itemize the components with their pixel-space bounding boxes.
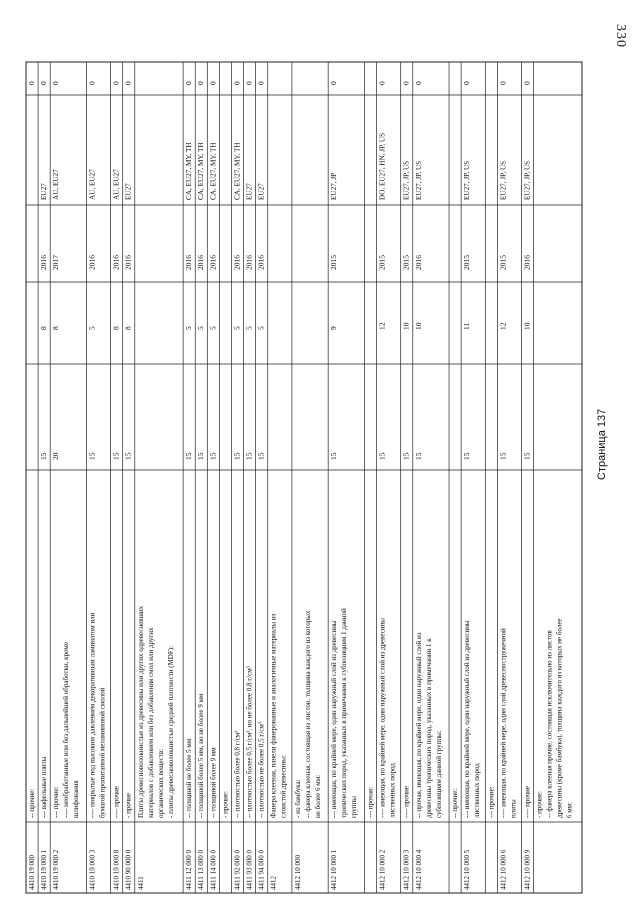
cell-note: 0 (329, 81, 339, 85)
table-row (38, 62, 48, 893)
cell-countries: EU27 (124, 183, 133, 200)
cell-countries: CA, EU27, MY, TH (209, 142, 218, 200)
cell-note: 0 (413, 81, 423, 85)
cell-note: 0 (377, 81, 387, 85)
cell-description: субпозициям данной группы: (434, 730, 443, 818)
cell-description: ---- прочие (523, 785, 532, 818)
cell-note: 0 (27, 81, 36, 85)
cell-description: --- вафельные плиты (40, 756, 49, 818)
cell-final-rate: 5 (232, 326, 242, 330)
cell-description: --- имеющая, по крайней мере, один наружный слой из древесины (330, 620, 339, 818)
cell-base-rate: 15 (196, 452, 206, 460)
cell-countries: EU27, JP, US (402, 160, 411, 200)
table-row (401, 62, 411, 893)
cell-countries: EU27 (245, 183, 254, 200)
table-row (219, 62, 229, 893)
cell-countries: EU27, JP, US (414, 160, 423, 200)
cell-note: 0 (51, 81, 61, 85)
cell-base-rate: 15 (329, 452, 339, 460)
cell-final-rate: 5 (256, 326, 266, 330)
cell-base-rate: 20 (51, 452, 61, 460)
table-row (183, 62, 193, 893)
cell-description: Плиты древесноволокнистые из древесины или других одревесневших (136, 605, 145, 818)
cell-final-rate: 12 (498, 322, 508, 330)
cell-note: 0 (522, 81, 532, 85)
table-row (328, 62, 358, 893)
cell-final-rate: 5 (184, 326, 194, 330)
cell-description: ---- покрытые под высоким давлением декоративным ламинатом или (88, 612, 97, 818)
table-row (135, 62, 175, 893)
cell-note: 0 (232, 81, 242, 85)
cell-description: -- фанера клееная, состоящая из листов, толщина каждого из которых (303, 610, 312, 818)
cell-description: лиственных пород (388, 763, 397, 818)
cell-description: -- фанера клееная прочие, состоящая исключительно из листов (545, 630, 554, 818)
cell-description: материалов с добавлением или без добавления смол или других (146, 627, 155, 818)
table-row (111, 62, 121, 893)
cell-code: 4411 92 000 0 (233, 850, 242, 890)
cell-base-rate: 15 (522, 452, 532, 460)
cell-note: 0 (184, 81, 194, 85)
cell-description: - прочие: (535, 791, 544, 818)
cell-year: 2017 (51, 255, 61, 270)
cell-description: -- плотностью более 0,5 г/см³, но не более 0,8 г/см³ (245, 666, 254, 818)
cell-code: 4411 12 000 0 (185, 850, 194, 890)
cell-description: бумагой пропитанной меламиновой смолой (98, 687, 107, 818)
cell-description: плиты (509, 799, 518, 818)
cell-final-rate: 5 (196, 326, 206, 330)
cell-description: ---- прочие (112, 785, 121, 818)
cell-base-rate: 15 (232, 452, 242, 460)
cell-year: 2016 (232, 255, 242, 270)
cell-code: 4410 19 000 1 (40, 849, 49, 890)
cell-year: 2016 (413, 255, 423, 270)
cell-final-rate: 9 (329, 326, 339, 330)
cell-code: 4412 10 000 5 (463, 849, 472, 890)
cell-description: слоистой древесины: (279, 755, 288, 818)
cell-year: 2015 (401, 255, 411, 270)
cell-description: -- плотностью не более 0,5 г/см³ (257, 722, 266, 818)
cell-countries: EU27, JP, US (463, 160, 472, 200)
cell-description: ---- необработанные или без дальнейшей обработки, кроме (62, 642, 71, 818)
cell-year: 2015 (377, 255, 387, 270)
cell-description: -- плотностью более 0,8 г/см³ (233, 730, 242, 818)
cell-note: 0 (39, 81, 49, 85)
page-stamp: 330 (613, 24, 628, 48)
cell-note: 0 (208, 81, 218, 85)
cell-final-rate: 10 (522, 322, 532, 330)
cell-description: древесины (кроме бамбука), толщина каждого из которых не более (555, 618, 564, 818)
cell-base-rate: 15 (39, 452, 49, 460)
cell-year: 2016 (39, 255, 49, 270)
cell-base-rate: 15 (462, 452, 472, 460)
cell-year: 2016 (256, 255, 266, 270)
cell-description: не более 6 мм: (313, 774, 322, 818)
cell-year: 2016 (123, 255, 133, 270)
cell-year: 2015 (462, 255, 472, 270)
table-row (244, 62, 254, 893)
cell-code: 4411 13 000 0 (197, 850, 206, 890)
cell-code: 4412 (269, 876, 278, 890)
cell-final-rate: 10 (413, 322, 423, 330)
cell-year: 2015 (498, 255, 508, 270)
table-row (364, 62, 374, 893)
cell-countries: EU27 (257, 183, 266, 200)
cell-description: Фанера клееная, панели фанерованные и аналогичные материалы из (269, 613, 278, 818)
cell-description: лиственных пород (473, 763, 482, 818)
cell-description: -- толщиной не более 5 мм (185, 738, 194, 818)
cell-description: --- прочие: (52, 786, 61, 818)
table-row (27, 81, 36, 890)
cell-description: ---- имеющая, по крайней мере, один наружный слой из древесины (378, 618, 387, 818)
cell-countries: CA, EU27, MY, TH (185, 142, 194, 200)
cell-note: 0 (498, 81, 508, 85)
cell-description: --- прочая: (366, 786, 375, 818)
table-row (207, 62, 217, 893)
table-row (485, 62, 495, 893)
cell-final-rate: 5 (87, 326, 97, 330)
cell-description: -- прочие: (28, 788, 36, 818)
cell-base-rate: 15 (184, 452, 194, 460)
cell-final-rate: 8 (123, 326, 133, 330)
cell-year: 2015 (329, 255, 339, 270)
cell-final-rate: 8 (51, 326, 61, 330)
cell-description: - из бамбука: (293, 779, 302, 818)
cell-countries: AU, EU27 (52, 169, 61, 200)
cell-code: 4412 10 000 2 (378, 849, 387, 890)
cell-countries: CA, EU27, MY, TH (233, 142, 242, 200)
cell-year: 2016 (184, 255, 194, 270)
cell-description: шлифования (72, 780, 81, 818)
cell-code: 4411 94 000 0 (257, 850, 266, 890)
cell-description: древесины тропических пород, указанных в примечании 1 к (424, 638, 433, 818)
table-row (497, 62, 517, 893)
table-row (86, 62, 106, 893)
cell-description: -- прочие: (451, 788, 460, 818)
cell-year: 2016 (244, 255, 254, 270)
cell-description: группы (350, 796, 359, 818)
cell-final-rate: 8 (111, 326, 121, 330)
cell-code: 4412 10 000 3 (402, 849, 411, 890)
table-row (449, 62, 459, 893)
cell-final-rate: 8 (39, 326, 49, 330)
cell-final-rate: 11 (462, 322, 472, 330)
table-row (461, 62, 481, 893)
cell-countries: EU27, JP, US (523, 160, 532, 200)
cell-note: 0 (401, 81, 411, 85)
cell-countries: EU27, JP, US (499, 160, 508, 200)
cell-base-rate: 15 (256, 452, 266, 460)
cell-countries: CA, EU27, MY, TH (197, 142, 206, 200)
cell-code: 4411 (136, 876, 145, 890)
cell-description: -- прочая, имеющая, по крайней мере, один наружный слой из (414, 632, 423, 818)
cell-code: 4410 19 000 (28, 855, 36, 890)
cell-countries: DO, EU27, HN, JP, US (378, 132, 387, 200)
table-row (50, 62, 80, 893)
cell-year: 2016 (522, 255, 532, 270)
cell-code: 4412 10 000 4 (414, 849, 423, 890)
cell-description: - прочие: (221, 791, 230, 818)
cell-base-rate: 15 (87, 452, 97, 460)
cell-code: 4411 14 000 0 (209, 850, 218, 890)
cell-year: 2016 (208, 255, 218, 270)
cell-countries: AU, EU27 (88, 169, 97, 200)
cell-note: 0 (462, 81, 472, 85)
table-row (231, 62, 241, 893)
cell-countries: AU, EU27 (112, 169, 121, 200)
cell-note: 0 (123, 81, 133, 85)
cell-description: ---- имеющая, по крайней мере, один слой древесностружечной (499, 628, 508, 818)
cell-year: 2016 (111, 255, 121, 270)
cell-base-rate: 15 (208, 452, 218, 460)
cell-final-rate: 5 (244, 326, 254, 330)
cell-code: 4412 10 000 6 (499, 849, 508, 890)
table-row (292, 62, 322, 893)
cell-code: 4410 19 000 2 (52, 849, 61, 890)
cell-note: 0 (111, 81, 121, 85)
cell-base-rate: 15 (111, 452, 121, 460)
cell-description: -- толщиной более 9 мм (209, 747, 218, 818)
cell-final-rate: 12 (377, 322, 387, 330)
cell-code: 4411 93 000 0 (245, 850, 254, 890)
cell-final-rate: 5 (208, 326, 218, 330)
cell-base-rate: 15 (377, 452, 387, 460)
cell-description: ---- прочие (402, 785, 411, 818)
table-row (413, 62, 443, 893)
cell-base-rate: 15 (413, 452, 423, 460)
cell-description: - плиты древесноволокнистые средней плотности (МDF): (166, 645, 175, 818)
cell-base-rate: 15 (401, 452, 411, 460)
cell-description: 6 мм: (565, 801, 574, 818)
cell-description: - прочие (124, 792, 133, 818)
cell-note: 0 (87, 81, 97, 85)
cell-year: 2016 (196, 255, 206, 270)
cell-code: 4410 19 000 8 (112, 849, 121, 890)
cell-description: органических веществ: (156, 748, 165, 818)
cell-note: 0 (244, 81, 254, 85)
cell-code: 4410 90 000 0 (124, 849, 133, 890)
table-row (377, 62, 397, 893)
cell-description: -- толщиной более 5 мм, но не более 9 мм (197, 693, 206, 818)
table-row (195, 62, 205, 893)
cell-final-rate: 10 (401, 322, 411, 330)
cell-code: 4410 19 000 3 (88, 849, 97, 890)
cell-base-rate: 15 (244, 452, 254, 460)
page-number-label: Страница 137 (596, 408, 608, 480)
table-row (522, 62, 532, 893)
cell-year: 2016 (87, 255, 97, 270)
cell-code: 4412 10 000 (293, 855, 302, 890)
cell-code: 4412 10 000 9 (523, 849, 532, 890)
table-row (256, 62, 266, 893)
cell-description: --- имеющая, по крайней мере, один наружный слой из древесины (463, 620, 472, 818)
cell-base-rate: 15 (498, 452, 508, 460)
cell-note: 0 (256, 81, 266, 85)
cell-description: --- прочие: (487, 786, 496, 818)
cell-countries: EU27 (40, 183, 49, 200)
cell-code: 4412 10 000 1 (330, 849, 339, 890)
cell-countries: EU27, JP (330, 172, 339, 200)
table-row (268, 62, 288, 893)
cell-base-rate: 15 (123, 452, 133, 460)
table-row (123, 62, 133, 893)
table-row (534, 62, 574, 893)
cell-description: тропических пород, указанных в примечании к субпозициям 1 данной (340, 608, 349, 818)
cell-note: 0 (196, 81, 206, 85)
